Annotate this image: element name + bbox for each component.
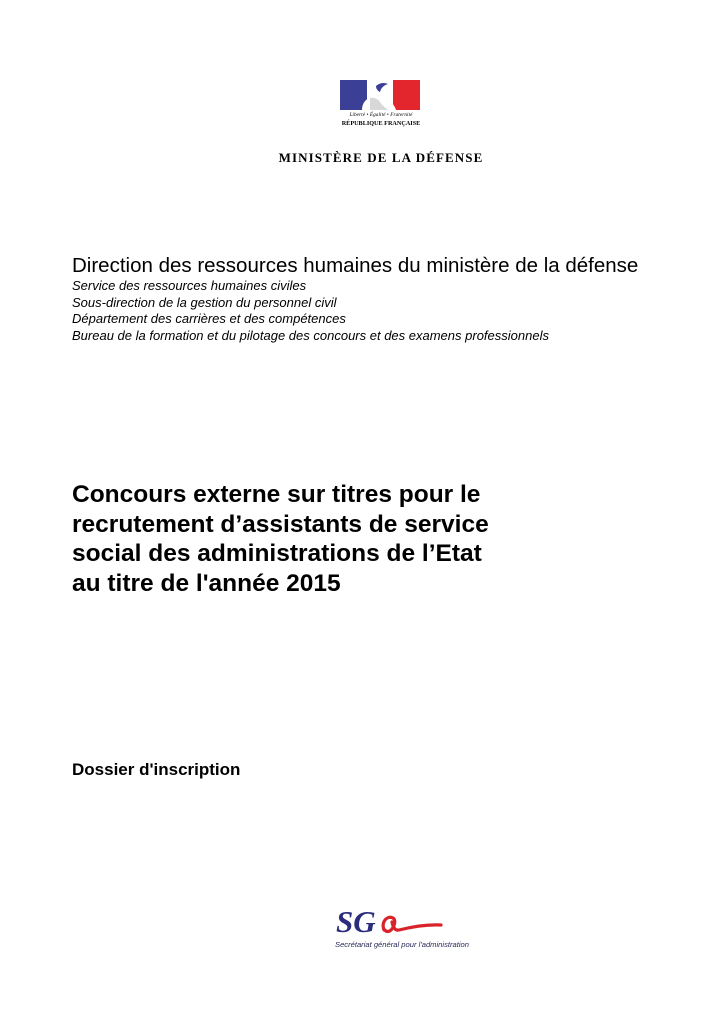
- sga-logo-icon: [335, 902, 445, 940]
- title-line: Concours externe sur titres pour le: [72, 481, 481, 508]
- republique-francaise-logo: [340, 80, 422, 132]
- title-line: recrutement d’assistants de service: [72, 510, 489, 538]
- sga-logo: [335, 902, 475, 952]
- subdivision-item: Bureau de la formation et du pilotage des concours et des examens professionnels: [72, 327, 549, 343]
- direction-title: Direction des ressources humaines du ministère de la défense: [72, 254, 639, 277]
- title-line: social des administrations de l’Etat: [72, 540, 482, 567]
- republic-motto: Liberté • Égalité • Fraternité: [349, 112, 413, 118]
- subdivision-item: Sous-direction de la gestion du personnel civil: [72, 294, 337, 310]
- sga-caption: Secrétariat général pour l'administration: [335, 940, 469, 949]
- document-subtitle: Dossier d'inscription: [72, 760, 241, 779]
- ministry-title: MINISTÈRE DE LA DÉFENSE: [278, 150, 484, 165]
- document-title: [72, 480, 632, 598]
- subdivision-list: [72, 278, 549, 344]
- svg-text:SG: SG: [336, 904, 376, 939]
- subdivision-item: Département des carrières et des compétences: [72, 311, 346, 326]
- title-line: au titre de l'année 2015: [72, 569, 341, 597]
- marianne-logo-icon: [340, 80, 420, 110]
- republic-name: RÉPUBLIQUE FRANÇAISE: [341, 120, 421, 127]
- subdivision-item: Service des ressources humaines civiles: [72, 278, 307, 293]
